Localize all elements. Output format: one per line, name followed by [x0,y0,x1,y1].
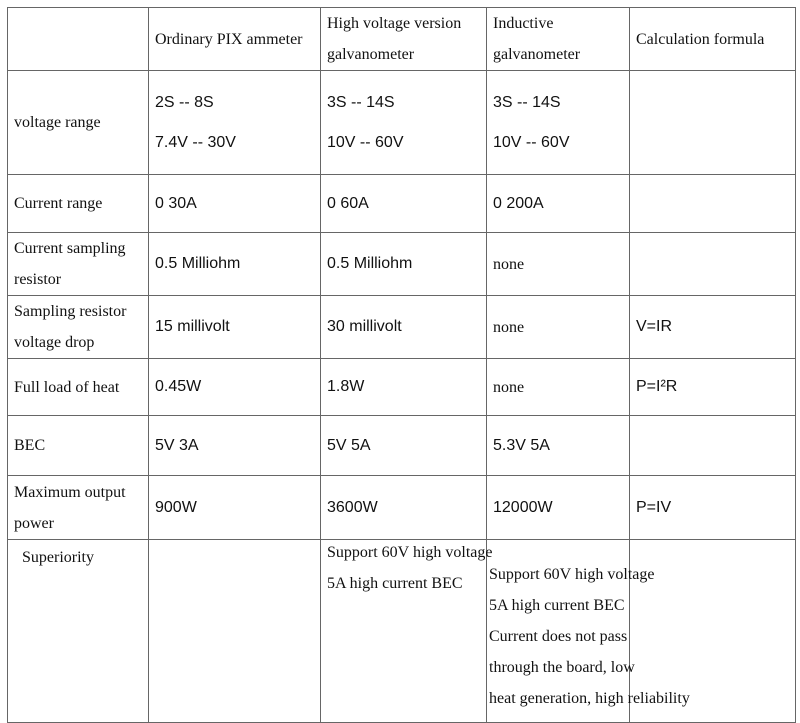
hv-cell: 5V 5A [321,416,487,476]
hv-cell: 3600W [321,476,487,540]
pix-cell: 0.5 Milliohm [149,233,321,296]
formula-cell: P=I²R [630,359,796,416]
formula-cell [630,71,796,175]
table-row [8,416,796,476]
row-label: Full load of heat [8,359,149,416]
inductive-cell: 5.3V 5A [487,416,630,476]
table-row [8,296,796,359]
table-row [8,175,796,233]
formula-cell: V=IR [630,296,796,359]
pix-cell: 15 millivolt [149,296,321,359]
row-label: Maximum output power [8,476,149,540]
inductive-cell: none [487,359,630,416]
pix-cell [149,540,321,723]
header-inductive: Inductive galvanometer [487,8,630,71]
pix-cell: 0.45W [149,359,321,416]
formula-cell [630,540,796,723]
table-row [8,476,796,540]
pix-cell: 900W [149,476,321,540]
header-hv: High voltage version galvanometer [321,8,487,71]
row-label: Current sampling resistor [8,233,149,296]
formula-cell: P=IV [630,476,796,540]
pix-cell: 2S -- 8S 7.4V -- 30V [149,71,321,175]
header-pix: Ordinary PIX ammeter [149,8,321,71]
inductive-cell: 0 200A [487,175,630,233]
header-formula: Calculation formula [630,8,796,71]
pix-cell: 5V 3A [149,416,321,476]
row-label: voltage range [8,71,149,175]
row-label: Sampling resistor voltage drop [8,296,149,359]
hv-cell: 0.5 Milliohm [321,233,487,296]
inductive-cell: 12000W [487,476,630,540]
hv-cell: 30 millivolt [321,296,487,359]
inductive-cell: Support 60V high voltage 5A high current BEC Current does not pass through the board, low heat generation, high reliability [487,540,630,723]
hv-cell: 1.8W [321,359,487,416]
hv-cell: Support 60V high voltage 5A high current BEC [321,540,487,723]
superiority-row [8,540,796,723]
row-label: Superiority [8,540,149,723]
row-label: Current range [8,175,149,233]
row-label: BEC [8,416,149,476]
table-row [8,359,796,416]
comparison-table [7,7,796,723]
inductive-cell: 3S -- 14S 10V -- 60V [487,71,630,175]
formula-cell [630,233,796,296]
hv-cell: 0 60A [321,175,487,233]
pix-cell: 0 30A [149,175,321,233]
formula-cell [630,175,796,233]
header-row [8,8,796,71]
formula-cell [630,416,796,476]
table-row [8,233,796,296]
inductive-cell: none [487,296,630,359]
hv-cell: 3S -- 14S 10V -- 60V [321,71,487,175]
inductive-cell: none [487,233,630,296]
header-blank [8,8,149,71]
table-row [8,71,796,175]
